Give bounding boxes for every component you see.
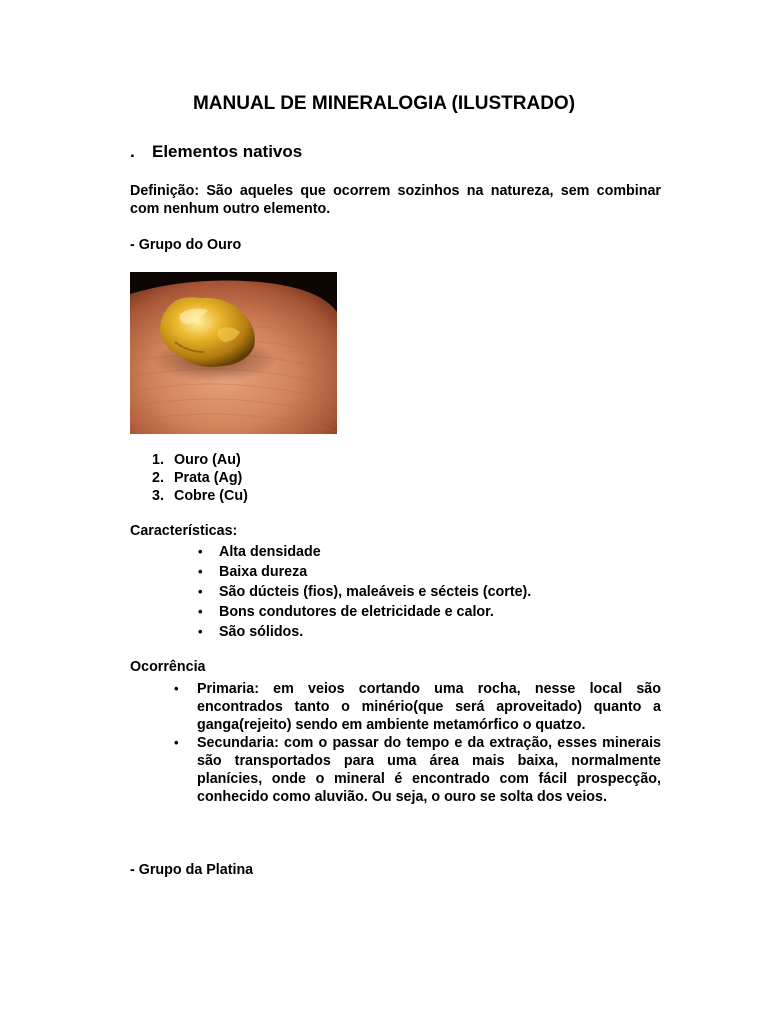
list-item-label: Prata (Ag): [174, 470, 243, 486]
list-number: 1.: [152, 452, 164, 468]
gold-nugget-photo: [130, 272, 337, 434]
bullet-icon: •: [174, 681, 179, 696]
list-item-label: Ouro (Au): [174, 452, 241, 468]
bullet-icon: •: [198, 624, 203, 639]
occurrence-heading: Ocorrência: [130, 659, 206, 675]
list-item-label: Bons condutores de eletricidade e calor.: [219, 604, 494, 620]
list-item-label: Secundaria: com o passar do tempo e da extração, esses minerais são transportados para uma área mais baixa, normalmente planícies, onde o mineral é encontrado com fácil prospecção, conhecido como aluvião. Ou seja, o ouro se solta dos veios.: [197, 735, 661, 805]
list-item-label: Primaria: em veios cortando uma rocha, nesse local são encontrados tanto o minério(que será aproveitado) quanto a ganga(rejeito) sendo em ambiente metamórfico o quatzo.: [197, 681, 661, 733]
list-item: [152, 469, 248, 487]
list-item-label: São sólidos.: [219, 624, 304, 640]
list-item: [198, 622, 531, 642]
list-number: 2.: [152, 470, 164, 486]
native-elements-list: [152, 451, 248, 505]
characteristics-list: [198, 542, 531, 642]
section-bullet: .: [130, 142, 135, 161]
definition-paragraph: Definição: São aqueles que ocorrem sozinhos na natureza, sem combinar com nenhum outro elemento.: [130, 183, 661, 217]
list-item: [174, 680, 661, 734]
group-platinum-heading: - Grupo da Platina: [130, 862, 254, 878]
list-item: [152, 487, 248, 505]
bullet-icon: •: [198, 604, 203, 619]
list-item-label: Cobre (Cu): [174, 488, 248, 504]
bullet-icon: •: [174, 735, 179, 750]
occurrence-list: [174, 680, 661, 806]
list-item: [198, 602, 531, 622]
document-title: MANUAL DE MINERALOGIA (ILUSTRADO): [192, 93, 576, 114]
section-heading: [130, 142, 302, 162]
list-item: [174, 734, 661, 806]
group-gold-heading: - Grupo do Ouro: [130, 237, 242, 253]
list-item: [198, 582, 531, 602]
list-item: [198, 542, 531, 562]
bullet-icon: •: [198, 544, 203, 559]
gold-nugget-icon: [130, 272, 337, 434]
bullet-icon: •: [198, 564, 203, 579]
section-heading-text: Elementos nativos: [152, 142, 303, 161]
list-item: [152, 451, 248, 469]
bullet-icon: •: [198, 584, 203, 599]
list-item-label: São dúcteis (fios), maleáveis e sécteis (corte).: [219, 584, 532, 600]
list-item-label: Baixa dureza: [219, 564, 308, 580]
characteristics-heading: Características:: [130, 523, 238, 539]
list-item: [198, 562, 531, 582]
list-item-label: Alta densidade: [219, 544, 321, 560]
list-number: 3.: [152, 488, 164, 504]
